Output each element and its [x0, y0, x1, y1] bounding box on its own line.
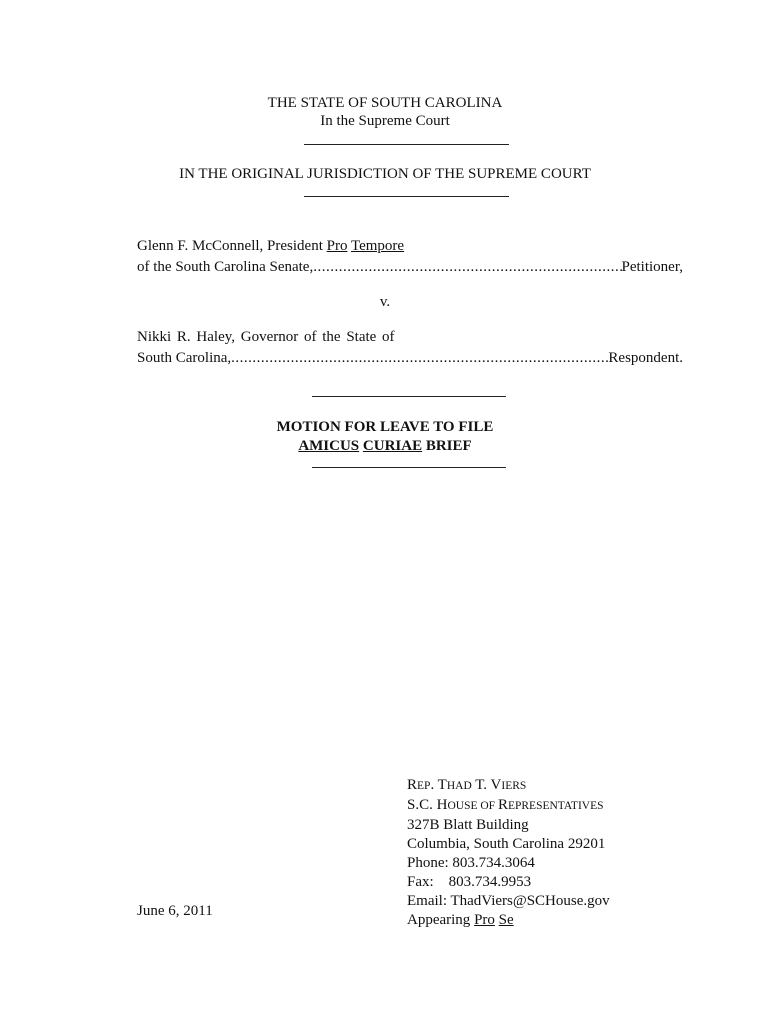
- petitioner-role: Petitioner,: [621, 259, 683, 275]
- attorney-city: Columbia, South Carolina 29201: [407, 836, 606, 852]
- jurisdiction-heading: IN THE ORIGINAL JURISDICTION OF THE SUPREME COURT: [179, 166, 591, 182]
- dot-leader: [313, 257, 621, 278]
- petitioner-name-line: [137, 236, 683, 257]
- attorney-fax: Fax: 803.734.9953: [407, 874, 532, 890]
- respondent-entity: South Carolina,: [137, 350, 232, 366]
- respondent-caption-line: [137, 348, 683, 369]
- divider-rule: [304, 144, 509, 145]
- attorney-building: 327B Blatt Building: [407, 817, 529, 833]
- respondent-name-line: Nikki R. Haley, Governor of the State of: [137, 329, 395, 345]
- respondent-block: [137, 327, 683, 369]
- attorney-office: S.C. HOUSE OF REPRESENTATIVES: [407, 797, 604, 813]
- curiae-word: CURIAE: [362, 438, 423, 454]
- filing-date: June 6, 2011: [137, 903, 213, 919]
- respondent-role: Respondent.: [608, 350, 683, 366]
- court-heading: In the Supreme Court: [320, 113, 450, 129]
- attorney-name: REP. THAD T. VIERS: [407, 777, 527, 793]
- tempore-word: Tempore: [350, 238, 405, 254]
- petitioner-name: Glenn F. McConnell, President: [137, 238, 327, 254]
- versus-label: v.: [379, 294, 391, 310]
- attorney-phone: Phone: 803.734.3064: [407, 855, 535, 871]
- appearing-pro-se: Appearing Pro Se: [407, 912, 514, 928]
- divider-rule: [304, 196, 509, 197]
- amicus-word: AMICUS: [298, 438, 360, 454]
- divider-rule: [312, 396, 506, 397]
- divider-rule: [312, 467, 506, 468]
- petitioner-entity: of the South Carolina Senate,: [137, 259, 314, 275]
- petitioner-caption-line: [137, 257, 683, 278]
- dot-leader: [231, 348, 608, 369]
- attorney-email: Email: ThadViers@SCHouse.gov: [407, 893, 610, 909]
- state-heading: THE STATE OF SOUTH CAROLINA: [267, 95, 503, 111]
- petitioner-block: [137, 236, 683, 278]
- pro-word: Pro: [326, 238, 348, 254]
- motion-title-line1: MOTION FOR LEAVE TO FILE: [276, 419, 494, 435]
- motion-title-line2: [0, 437, 770, 456]
- brief-word: BRIEF: [425, 438, 472, 454]
- signature-block: [407, 776, 610, 930]
